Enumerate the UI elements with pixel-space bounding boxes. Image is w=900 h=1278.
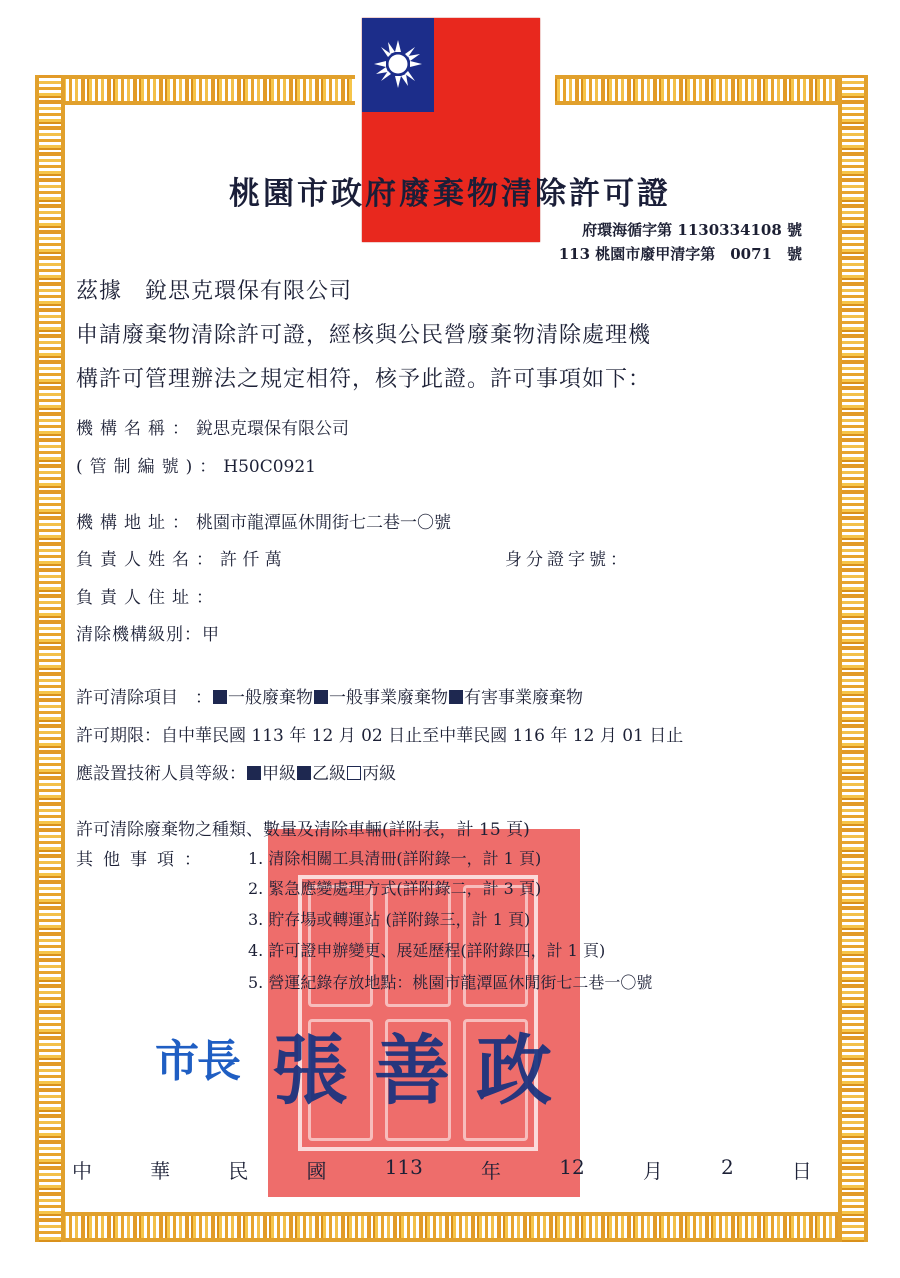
flag-canton <box>362 18 434 112</box>
field-address <box>76 508 451 533</box>
field-value: 桃園市龍潭區休閒街七二巷一〇號 <box>196 513 451 533</box>
field-owner-address <box>76 583 220 608</box>
field-value: 甲 <box>202 625 219 645</box>
option-label: 甲級 <box>262 764 296 784</box>
field-label: (管制編號)： <box>76 457 224 477</box>
checkbox-checked <box>449 690 463 704</box>
option-label: 有害事業廢棄物 <box>464 688 583 708</box>
greek-key-border-right <box>838 75 868 1242</box>
mayor-title: 市長 <box>155 1036 239 1087</box>
option-label: 丙級 <box>362 764 396 784</box>
reference-number-2: 113 桃園市廢甲清字第 0071 號 <box>558 245 802 263</box>
field-org-name <box>76 414 349 439</box>
field-label: 其他事項： <box>76 850 211 870</box>
field-value: 銳思克環保有限公司 <box>196 419 349 439</box>
field-label: 負責人姓名： <box>76 550 220 570</box>
intro-line-1: 茲據 銳思克環保有限公司 <box>76 279 353 304</box>
date-year: 113 <box>384 1155 423 1179</box>
checkbox-checked <box>247 766 261 780</box>
field-control-no <box>76 452 316 477</box>
date-part: 民 <box>228 1159 249 1183</box>
date-part: 華 <box>150 1159 171 1183</box>
field-value: H50C0921 <box>223 457 316 477</box>
permit-items-label: 許可清除項目 ： <box>76 688 212 708</box>
option-label: 一般廢棄物 <box>228 688 313 708</box>
field-id-no <box>505 545 631 570</box>
permit-items <box>76 683 583 708</box>
mayor-signature: 張善政 <box>272 1026 578 1115</box>
tech-staff-level <box>76 759 396 784</box>
checkbox-unchecked <box>347 766 361 780</box>
other-item-1: 1. 清除相關工具清冊(詳附錄一，計 1 頁) <box>248 849 542 868</box>
other-item-4: 4. 許可證申辦變更、展延歷程(詳附錄四，計 1 頁) <box>248 941 606 960</box>
field-label: 機構名稱： <box>76 419 196 439</box>
other-item-2: 2. 緊急應變處理方式(詳附錄二，計 3 頁) <box>248 879 542 898</box>
option-label: 一般事業廢棄物 <box>329 688 448 708</box>
checkbox-checked <box>314 690 328 704</box>
field-label: 清除機構級別： <box>76 625 202 645</box>
reference-number-1: 府環海循字第 1130334108 號 <box>582 221 802 239</box>
intro-line-3: 構許可管理辦法之規定相符，核予此證。許可事項如下： <box>76 367 652 392</box>
field-label: 負責人住址： <box>76 588 220 608</box>
date-part: 日 <box>791 1159 812 1183</box>
waste-types: 許可清除廢棄物之種類、數量及清除車輛(詳附表，計 15 頁) <box>76 820 530 840</box>
date-part: 月 <box>642 1159 663 1183</box>
checkbox-checked <box>213 690 227 704</box>
field-label: 機構地址： <box>76 513 196 533</box>
white-sun-icon <box>374 40 422 88</box>
other-item-3: 3. 貯存場或轉運站 (詳附錄三，計 1 頁) <box>248 910 531 929</box>
certificate-title: 桃園市政府廢棄物清除許可證 <box>229 176 671 212</box>
issue-date <box>72 1155 812 1184</box>
field-grade <box>76 620 219 645</box>
field-owner-name <box>76 545 282 570</box>
tech-staff-label: 應設置技術人員等級： <box>76 764 246 784</box>
date-part: 年 <box>481 1159 502 1183</box>
greek-key-border-bottom <box>35 1212 868 1242</box>
date-part: 中 <box>72 1159 92 1183</box>
checkbox-checked <box>297 766 311 780</box>
field-value: 許 仟 萬 <box>220 550 282 570</box>
option-label: 乙級 <box>312 764 346 784</box>
date-day: 2 <box>721 1155 734 1179</box>
field-label: 身分證字號： <box>505 550 631 570</box>
date-part: 國 <box>306 1159 327 1183</box>
intro-line-2: 申請廢棄物清除許可證，經核與公民營廢棄物清除處理機 <box>76 323 652 348</box>
greek-key-border-left <box>35 75 65 1242</box>
permit-period: 許可期限：自中華民國 113 年 12 月 02 日止至中華民國 116 年 12 月 01 日止 <box>76 726 684 746</box>
date-month: 12 <box>559 1155 585 1179</box>
other-items-label <box>76 845 211 870</box>
other-item-5: 5. 營運紀錄存放地點：桃園市龍潭區休閒街七二巷一〇號 <box>248 973 653 992</box>
